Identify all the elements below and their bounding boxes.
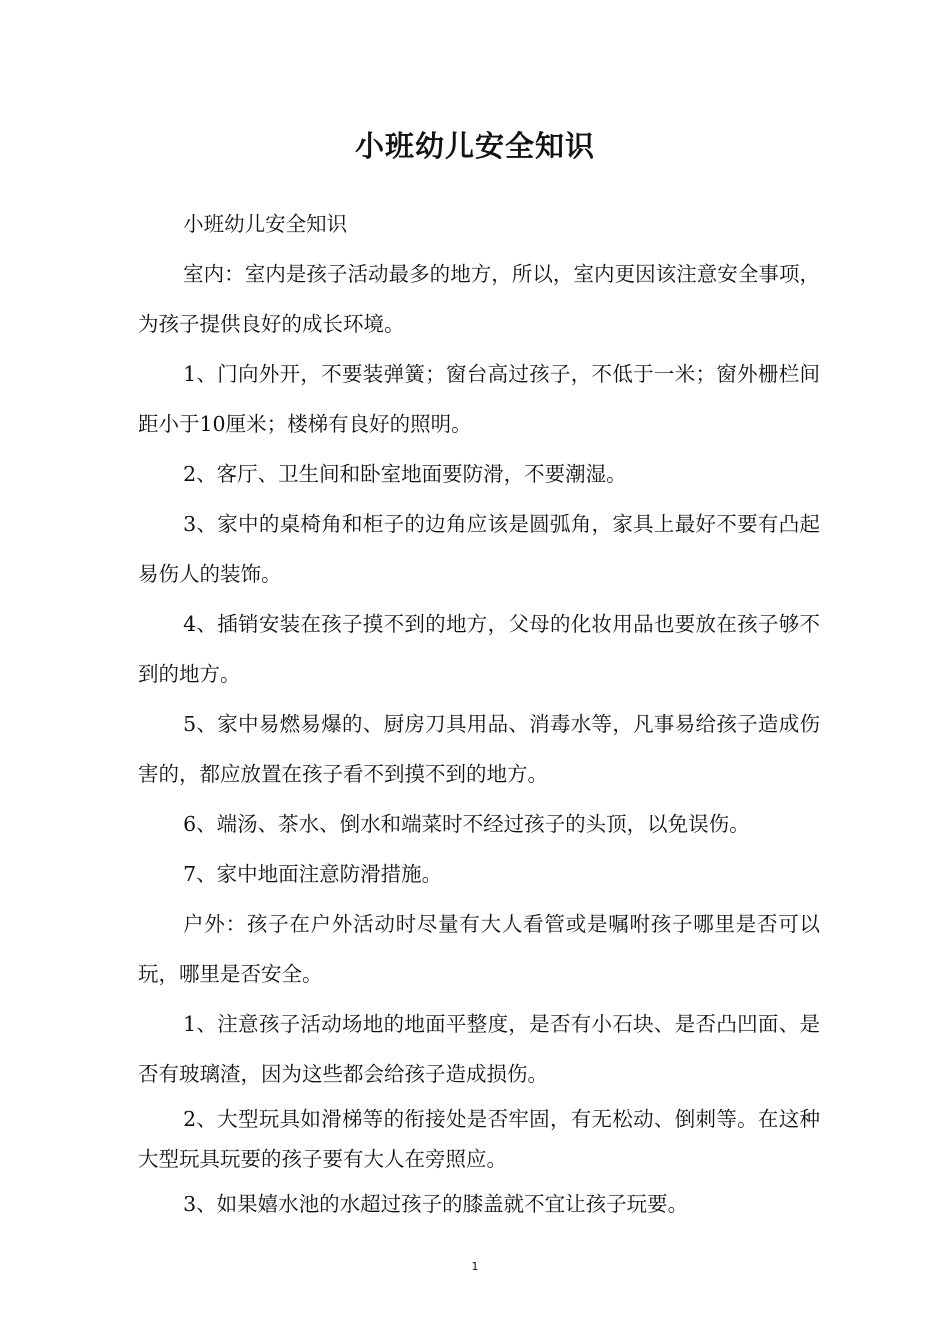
page-number: 1 (471, 1260, 479, 1273)
document-body (138, 199, 820, 1229)
paragraph-outdoor-3: 3、如果嬉水池的水超过孩子的膝盖就不宜让孩子玩要。 (183, 1192, 689, 1216)
paragraph-outdoor-1: 1、注意孩子活动场地的地面平整度，是否有小石块、是否凸凹面、是否有玻璃渣，因为这些都会给孩子造成损伤。 (138, 1012, 820, 1086)
document-title: 小班幼儿安全知识 (354, 129, 595, 163)
paragraph-indoor-6: 6、端汤、茶水、倒水和端菜时不经过孩子的头顶，以免误伤。 (183, 812, 750, 836)
paragraph-indoor-4: 4、插销安装在孩子摸不到的地方，父母的化妆用品也要放在孩子够不到的地方。 (138, 612, 820, 686)
paragraph-indoor-5: 5、家中易燃易爆的、厨房刀具用品、消毒水等，凡事易给孩子造成伤害的，都应放置在孩子看不到摸不到的地方。 (138, 712, 820, 786)
paragraph-indoor-7: 7、家中地面注意防滑措施。 (183, 862, 443, 886)
paragraph-subtitle: 小班幼儿安全知识 (183, 212, 348, 236)
paragraph-outdoor-2: 2、大型玩具如滑梯等的衔接处是否牢固，有无松动、倒刺等。在这种大型玩具玩要的孩子要有大人在旁照应。 (138, 1107, 820, 1171)
paragraph-indoor-intro: 室内：室内是孩子活动最多的地方，所以，室内更因该注意安全事项，为孩子提供良好的成长环境。 (138, 262, 820, 336)
paragraph-indoor-2: 2、客厅、卫生间和卧室地面要防滑，不要潮湿。 (183, 462, 627, 486)
paragraph-indoor-3: 3、家中的桌椅角和柜子的边角应该是圆弧角，家具上最好不要有凸起易伤人的装饰。 (138, 512, 820, 586)
paragraph-outdoor-intro: 户外：孩子在户外活动时尽量有大人看管或是嘱咐孩子哪里是否可以玩，哪里是否安全。 (138, 912, 820, 986)
paragraph-indoor-1: 1、门向外开，不要装弹簧；窗台高过孩子，不低于一米；窗外栅栏间距小于10厘米；楼梯有良好的照明。 (138, 362, 820, 436)
